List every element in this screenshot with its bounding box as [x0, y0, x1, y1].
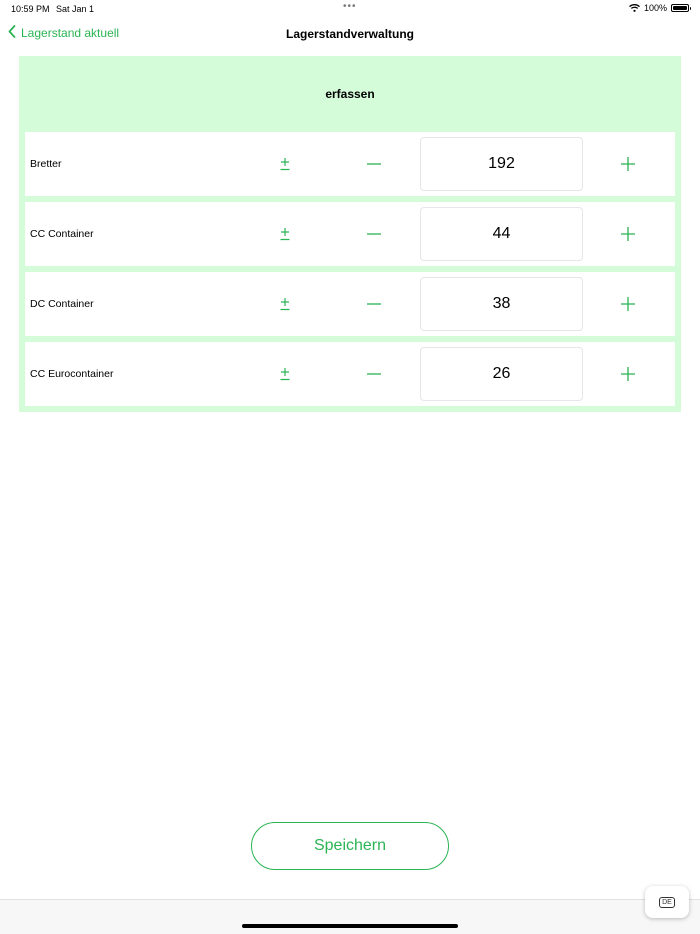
stock-row	[25, 272, 675, 336]
item-label: Bretter	[30, 158, 62, 170]
keyboard-language-icon: DE	[659, 897, 675, 908]
stock-row	[25, 132, 675, 196]
decrement-button[interactable]	[354, 272, 394, 336]
decrement-button[interactable]	[354, 132, 394, 196]
increment-button[interactable]	[608, 132, 648, 196]
quantity-field[interactable]: 192	[420, 137, 583, 191]
back-button-label: Lagerstand aktuell	[21, 26, 120, 40]
plus-minus-button[interactable]	[265, 342, 305, 406]
plus-minus-button[interactable]	[265, 132, 305, 196]
plus-minus-button[interactable]	[265, 202, 305, 266]
increment-button[interactable]	[608, 342, 648, 406]
item-label: CC Container	[30, 228, 94, 240]
quantity-field[interactable]: 44	[420, 207, 583, 261]
navigation-bar	[0, 18, 700, 50]
plus-icon	[621, 157, 635, 171]
item-label: CC Eurocontainer	[30, 368, 114, 380]
panel-header: erfassen	[325, 87, 375, 101]
stock-row	[25, 202, 675, 266]
plus-minus-icon	[279, 157, 291, 171]
save-button[interactable]: Speichern	[251, 822, 449, 870]
status-right	[629, 3, 689, 13]
plus-minus-icon	[279, 297, 291, 311]
plus-icon	[621, 367, 635, 381]
plus-icon	[621, 227, 635, 241]
plus-icon	[621, 297, 635, 311]
decrement-button[interactable]	[354, 202, 394, 266]
minus-icon	[367, 163, 381, 165]
battery-icon	[671, 4, 689, 12]
status-time: 10:59 PM	[11, 4, 50, 14]
plus-minus-icon	[279, 367, 291, 381]
page-title: Lagerstandverwaltung	[285, 27, 415, 41]
quantity-field[interactable]: 26	[420, 347, 583, 401]
status-date: Sat Jan 1	[56, 4, 95, 14]
quantity-field[interactable]: 38	[420, 277, 583, 331]
stock-row	[25, 342, 675, 406]
keyboard-language-button[interactable]	[645, 886, 689, 918]
plus-minus-icon	[279, 227, 291, 241]
minus-icon	[367, 373, 381, 375]
item-label: DC Container	[30, 298, 94, 310]
bottom-toolbar	[0, 899, 700, 934]
increment-button[interactable]	[608, 272, 648, 336]
wifi-icon	[629, 4, 640, 12]
minus-icon	[367, 303, 381, 305]
status-bar	[0, 0, 700, 18]
home-indicator[interactable]	[242, 924, 458, 928]
stock-entry-panel	[19, 56, 681, 412]
minus-icon	[367, 233, 381, 235]
multitasking-dots[interactable]: •••	[343, 1, 357, 12]
increment-button[interactable]	[608, 202, 648, 266]
plus-minus-button[interactable]	[265, 272, 305, 336]
battery-percentage: 100%	[643, 3, 667, 13]
decrement-button[interactable]	[354, 342, 394, 406]
